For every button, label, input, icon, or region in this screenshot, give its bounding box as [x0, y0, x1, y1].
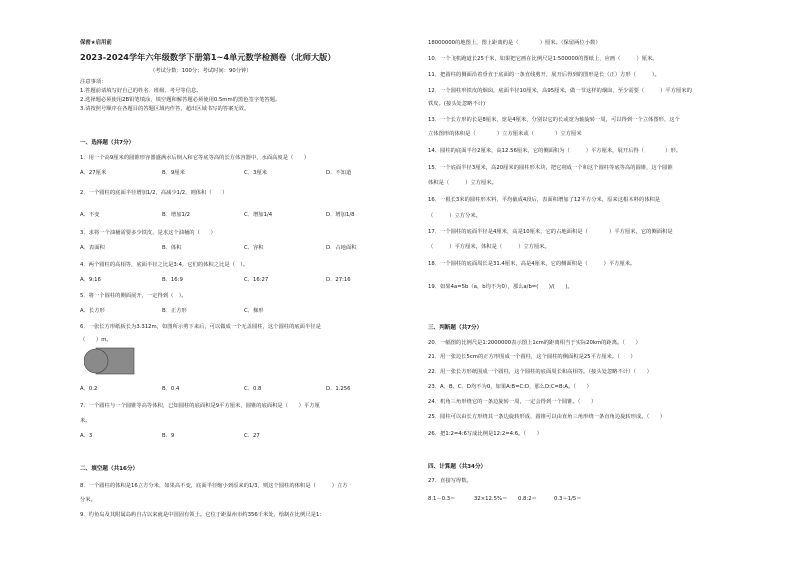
option[interactable]: C．3厘米: [244, 170, 267, 176]
question-26: 26．把1:2=4:6写成比例是12:2=4:6。（ ）: [428, 431, 542, 437]
option[interactable]: A．长方形: [80, 308, 105, 314]
question-19: 19．如果4a=5b（a，b均不为0），那么a/b=( )/( )。: [428, 284, 573, 290]
option[interactable]: B．体积: [162, 245, 182, 251]
option[interactable]: D．27:16: [326, 277, 351, 283]
question-12: 12．一个圆柱形铁皮的烟囱，底面半径10厘米，高95厘米，做一节这样的烟囱，至少需要（ ）平方厘米的: [428, 88, 692, 94]
calc-item: 0.3＋1/5＝: [554, 496, 582, 502]
question-16-cont: （ ）立方分米。: [428, 213, 481, 219]
question-2: 2．一个圆柱的底面半径增加1/2，高减少1/2，则体积（ ）: [80, 190, 228, 196]
option[interactable]: A．9:16: [80, 277, 101, 283]
option[interactable]: A．3: [80, 433, 93, 439]
question-22: 22．用一张长方形纸围成一个圆柱，这个圆柱的底面周长和高相等。（接头处忽略不计）（ ）: [428, 369, 652, 375]
option[interactable]: A．表面积: [80, 245, 105, 251]
option[interactable]: D．不知道: [326, 170, 352, 176]
option[interactable]: B．正方形: [162, 308, 187, 314]
question-20: 20．一幅图的比例尺是1:2000000表示图上1cm的距离相当于实际20km的距离。（ ）: [428, 340, 641, 346]
question-1: 1．用一个高9厘米的圆锥形容器盛满水后倒入和它等底等高的长方体容器中，水面高度是（ ）: [80, 155, 310, 161]
question-7: 7．一个圆柱与一个圆锥等高等体积，已知圆柱的底面积是9平方厘米，圆锥的底面积是（ ）平方厘: [80, 403, 320, 409]
calc-item: 8.1－0.3＝: [428, 496, 456, 502]
option[interactable]: C．27: [244, 433, 260, 439]
section-heading-choice: 一、选择题（共7分）: [80, 140, 135, 146]
note-item: 3.请按照号顺序在各题目的答题区域内作答，超出区域书写的答案无效。: [80, 106, 250, 112]
calc-item: 32×12.5%＝: [474, 496, 508, 502]
option[interactable]: B．增加1/2: [162, 212, 191, 218]
note-item: 2.选择题必须使用2B铅笔填涂，填空题和解答题必须使用0.5mm的黑色签字笔答题。: [80, 97, 281, 103]
question-25: 25．圆柱可以由长方形绕其一条边旋转形成，圆锥可以由直角三角形绕一条直角边旋转形成。（ ）: [428, 414, 666, 420]
option[interactable]: A．0.2: [80, 386, 98, 392]
question-17: 17．一个圆柱的底面半径是4厘米，高是10厘米，它的占地面积是（ ）平方厘米，它的侧面积是: [428, 229, 673, 235]
question-13: 13．一个长方形的长是8厘米，宽是4厘米，分别以它的长或宽为轴旋转一周，可以得到一个立体图形，这个: [428, 117, 680, 123]
option[interactable]: A．不变: [80, 212, 100, 218]
cut-diagram: [84, 347, 136, 375]
question-5: 5．将一个圆柱的侧面展开，一定得到（ ）。: [80, 293, 187, 299]
question-15-cont: 体积是（ ）立方厘米。: [428, 180, 497, 186]
option[interactable]: C．容积: [244, 245, 264, 251]
question-6-cont: （ ）m。: [80, 337, 112, 343]
option[interactable]: C．梯形: [244, 308, 264, 314]
question-16: 16．一根长3米的圆柱形木料，平均截成4段后，表面积增加了12平方分米，原来这根木料的体积是: [428, 197, 661, 203]
question-7-options: [80, 433, 260, 440]
option[interactable]: B．16:9: [162, 277, 183, 283]
section-heading-calc: 四、计算题（共34分）: [428, 464, 487, 470]
calc-items: [428, 496, 582, 503]
option[interactable]: C．0.8: [244, 386, 262, 392]
note-item: 1.答题前请填写好自己的姓名、班级、考号等信息。: [80, 88, 202, 94]
question-15: 15．一个底面半径3厘米，高20厘米的圆柱形木块，把它削成一个和这个圆柱等底等高的圆锥，这个圆锥: [428, 165, 673, 171]
question-13-cont: 立体图形的体积是（ ）立方厘米或（ ）立方厘米: [428, 131, 582, 137]
question-9: 9．钓鱼岛及其附属岛屿自古以来就是中国固有领土。它位于距温州市约356千米处，绘制在比例尺是1：: [80, 512, 325, 518]
question-10: 10．一个飞机跑道长25千米，如果把它画在比例尺是1:500000的图纸上，应画（ ）厘米。: [428, 56, 658, 62]
section-heading-fill: 二、填空题（共16分）: [80, 466, 139, 472]
question-5-options: [80, 308, 264, 315]
question-3-options: [80, 245, 357, 252]
question-12-cont: 铁皮。(接头处忽略不计): [428, 101, 486, 107]
exam-meta: （考试分数：100分；考试时间：90分钟）: [150, 68, 252, 74]
question-8-cont: 分米。: [80, 497, 96, 503]
option[interactable]: D．增加1/8: [326, 212, 355, 218]
question-21: 21．用一张边长5cm的正方形围成一个圆柱，这个圆柱的侧面积是25平方厘米。（ ）: [428, 354, 636, 360]
question-11: 11．把圆柱的侧面沿着垂直于底面的一条直线剪开，展开后得到的图形是长（正）方形（ ）。: [428, 72, 660, 78]
question-24: 24．机角三角形绕它的一条边旋转一周，一定会得到一个圆锥。（ ）: [428, 399, 597, 405]
option[interactable]: D．占地面积: [326, 245, 357, 251]
question-7-cont: 米。: [80, 418, 91, 424]
calc-item: 0.8:2＝: [518, 496, 537, 502]
option[interactable]: B．9: [162, 433, 175, 439]
question-9-cont: 18000000的地图上，图上距离约是（ ）厘米。（保留两位小数）: [428, 40, 601, 46]
option[interactable]: C．16:27: [244, 277, 269, 283]
option[interactable]: A．27厘米: [80, 170, 107, 176]
question-4: 4．两个圆柱的高相等，底面半径之比是3:4，它们的体积之比是（ ）。: [80, 262, 249, 268]
question-27: 27．直接写得数。: [428, 478, 472, 484]
question-23: 23．A、B、C、D均不为0，如果A:B=C:D，那么D:C=B:A。（ ）: [428, 384, 592, 390]
confidential-label: 保密★启用前: [80, 40, 112, 46]
question-4-options: [80, 277, 351, 284]
question-14: 14．圆柱的底面半径2厘米，高12.56厘米，它的侧面积为（ ）平方厘米，展开后得（ ）形。: [428, 148, 682, 154]
question-17-cont: （ ）平方厘米，体积是（ ）立方厘米。: [428, 244, 550, 250]
question-3: 3．求将一个油桶需要多少铁皮，是求这个油桶的（ ）: [80, 230, 216, 236]
question-18: 18．一个圆柱的底面周长是31.4厘米，高是4厘米，它的侧面积是（ ）平方厘米。: [428, 261, 636, 267]
circle-shape: [84, 349, 108, 373]
question-1-options: [80, 170, 351, 177]
question-6-options: [80, 386, 351, 393]
question-8: 8．一个圆柱的体积是16立方分米，如果高不变，底面半径缩小到原来的1/3，则这个圆柱的体积是（ ）立方: [80, 483, 348, 489]
option[interactable]: D．1.256: [326, 386, 351, 392]
option[interactable]: C．增加1/4: [244, 212, 273, 218]
option[interactable]: B．0.4: [162, 386, 180, 392]
notes-heading: 注意事项：: [80, 79, 107, 85]
question-2-options: [80, 212, 355, 219]
page-title: 2023-2024学年六年级数学下册第1~4单元数学检测卷（北师大版）: [80, 52, 336, 62]
section-heading-judge: 三、判断题（共7分）: [428, 325, 483, 331]
question-6: 6．一张长方形纸板长为3.312m，如图所示剪下来后，可以做成一个无盖圆柱，这个圆柱的底面半径是: [80, 324, 321, 330]
option[interactable]: B．9厘米: [162, 170, 185, 176]
